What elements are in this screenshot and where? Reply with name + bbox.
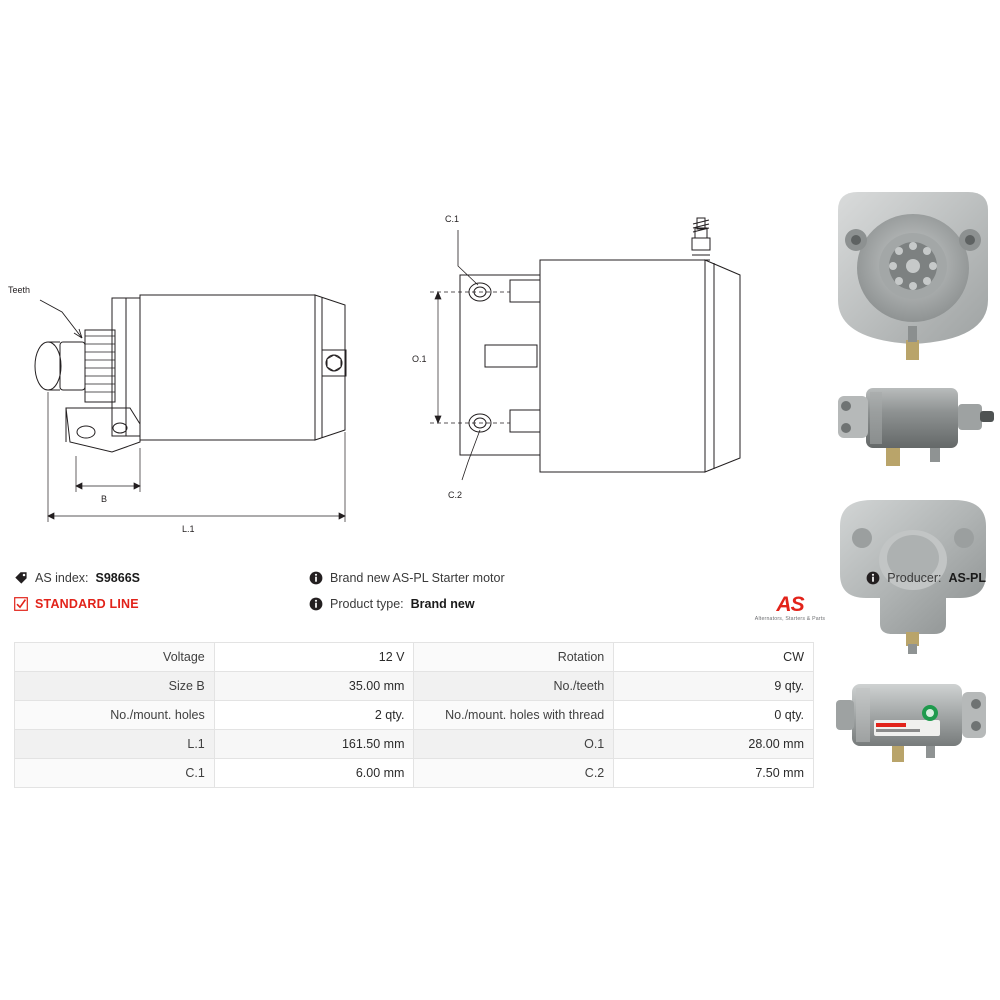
standard-line-label: STANDARD LINE <box>35 597 139 611</box>
spec-label-c2: C.2 <box>414 759 614 788</box>
as-index-label: AS index: <box>35 571 89 585</box>
info-icon <box>866 571 880 585</box>
tag-icon <box>14 571 28 585</box>
table-row <box>15 701 814 730</box>
starter-side-view-drawing <box>0 180 400 560</box>
description-text: Brand new AS-PL Starter motor <box>330 571 505 585</box>
label-c2: C.2 <box>448 490 463 500</box>
standard-line-row <box>14 591 304 617</box>
producer-label: Producer: <box>887 571 942 585</box>
table-row <box>15 730 814 759</box>
starter-front-view-drawing <box>400 180 800 560</box>
spec-value-l1: 161.50 mm <box>214 730 414 759</box>
as-index-value: S9866S <box>95 571 140 585</box>
spec-value-voltage: 12 V <box>214 643 414 672</box>
spec-label-l1: L.1 <box>15 730 215 759</box>
table-row <box>15 759 814 788</box>
label-teeth: Teeth <box>8 285 31 295</box>
producer-value: AS-PL <box>948 571 986 585</box>
aspl-logo-subtitle: Alternators, Starters & Parts <box>754 616 826 622</box>
spec-label-o1: O.1 <box>414 730 614 759</box>
label-l1: L.1 <box>182 524 195 534</box>
spec-value-mount-holes: 2 qty. <box>214 701 414 730</box>
label-c1: C.1 <box>445 214 460 224</box>
description-row <box>309 565 679 591</box>
spec-label-c1: C.1 <box>15 759 215 788</box>
as-index-row <box>14 565 304 591</box>
aspl-logo-mark: AS <box>776 593 804 616</box>
product-photo-solenoid-side[interactable] <box>826 366 1000 476</box>
spec-label-mount-holes: No./mount. holes <box>15 701 215 730</box>
product-type-value: Brand new <box>410 597 475 611</box>
technical-drawings <box>0 180 830 560</box>
spec-label-mount-holes-thread: No./mount. holes with thread <box>414 701 614 730</box>
info-column-right <box>684 565 986 591</box>
checkbox-icon <box>14 597 28 611</box>
product-type-label: Product type: <box>330 597 404 611</box>
spec-label-no-teeth: No./teeth <box>414 672 614 701</box>
spec-label-voltage: Voltage <box>15 643 215 672</box>
info-icon <box>309 571 323 585</box>
info-icon <box>309 597 323 611</box>
label-o1: O.1 <box>412 354 427 364</box>
spec-value-no-teeth: 9 qty. <box>614 672 814 701</box>
specifications-table <box>14 642 814 788</box>
spec-value-rotation: CW <box>614 643 814 672</box>
spec-value-c1: 6.00 mm <box>214 759 414 788</box>
info-column-left <box>14 565 304 617</box>
info-column-middle <box>309 565 679 617</box>
spec-label-size-b: Size B <box>15 672 215 701</box>
spec-value-size-b: 35.00 mm <box>214 672 414 701</box>
table-row <box>15 643 814 672</box>
table-row <box>15 672 814 701</box>
producer-row <box>684 565 986 591</box>
product-type-row <box>309 591 679 617</box>
spec-value-c2: 7.50 mm <box>614 759 814 788</box>
product-info-bar <box>14 565 986 637</box>
spec-value-o1: 28.00 mm <box>614 730 814 759</box>
product-photo-drive-end[interactable] <box>826 180 1000 365</box>
aspl-logo <box>742 594 838 628</box>
product-photo-strip <box>826 180 1000 780</box>
spec-label-rotation: Rotation <box>414 643 614 672</box>
spec-value-mount-holes-thread: 0 qty. <box>614 701 814 730</box>
product-photo-solenoid-label[interactable] <box>826 660 1000 780</box>
label-b: B <box>101 494 108 504</box>
